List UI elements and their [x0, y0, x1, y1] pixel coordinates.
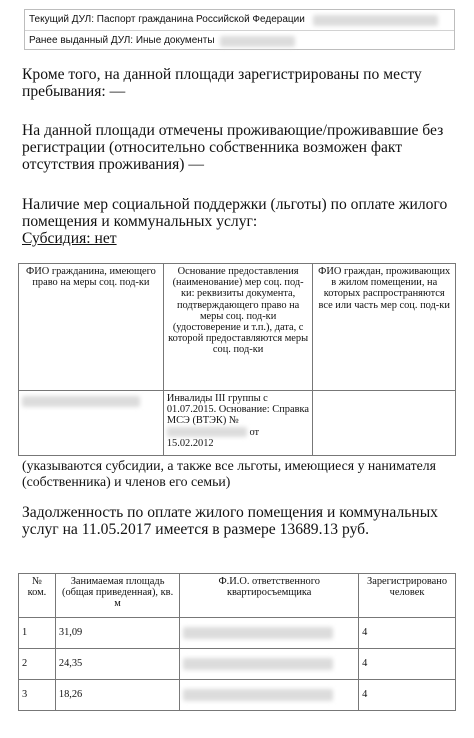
room-area: 24,35 — [55, 649, 179, 680]
rooms-header-num: № ком. — [19, 574, 56, 618]
unregistered-residents-paragraph: На данной площади отмечены проживающие/проживавшие без регистрации (относительно собственника возможен факт отсутствия проживания) — — [22, 122, 444, 173]
benefits-basis-date: 15.02.2012 — [166, 437, 214, 449]
rooms-table-row — [19, 649, 456, 680]
redacted-passport-number — [313, 15, 438, 26]
room-registered: 4 — [359, 680, 456, 711]
room-tenant — [180, 680, 359, 711]
benefits-header-residents: ФИО граждан, проживающих в жилом помещении, на которых распространяются все или часть мер соц. под-ки — [313, 264, 456, 391]
subsidy-status: Субсидия: нет — [22, 230, 117, 247]
debt-paragraph: Задолженность по оплате жилого помещения и коммунальных услуг на 11.05.2017 имеется в размере 13689.13 руб. — [22, 504, 438, 538]
social-support-paragraph — [22, 196, 462, 247]
benefits-basis-cell — [163, 391, 313, 456]
social-support-text: Наличие мер социальной поддержки (льготы) по оплате жилого помещения и коммунальных услуг: — [22, 196, 448, 230]
rooms-table-header — [19, 574, 456, 618]
room-tenant — [180, 649, 359, 680]
previous-id-doc-label: Ранее выданный ДУЛ: Иные документы — [29, 35, 215, 46]
id-documents-box — [24, 9, 455, 50]
room-registered: 4 — [359, 649, 456, 680]
temp-registration-paragraph: Кроме того, на данной площади зарегистрированы по месту пребывания: — — [22, 66, 422, 100]
benefits-table-row — [19, 391, 456, 456]
redacted-tenant-name — [183, 658, 333, 670]
room-area: 31,09 — [55, 618, 179, 649]
rooms-header-tenant: Ф.И.О. ответственного квартиросъемщика — [180, 574, 359, 618]
rooms-table-row — [19, 680, 456, 711]
benefits-note: (указываются субсидии, а также все льготы, имеющиеся у нанимателя (собственника) и членов его семьи) — [22, 458, 436, 489]
benefits-residents-cell — [313, 391, 456, 456]
room-area: 18,26 — [55, 680, 179, 711]
rooms-header-area: Занимаемая площадь (общая приведенная), кв. м — [55, 574, 179, 618]
current-id-doc-row — [25, 10, 454, 30]
rooms-table-row — [19, 618, 456, 649]
current-id-doc-label: Текущий ДУЛ: Паспорт гражданина Российской Федерации — [29, 14, 305, 25]
redacted-tenant-name — [183, 689, 333, 701]
redacted-tenant-name — [183, 627, 333, 639]
rooms-table — [18, 573, 456, 711]
room-num: 3 — [19, 680, 56, 711]
room-num: 1 — [19, 618, 56, 649]
benefits-basis-from: от — [249, 426, 260, 438]
benefits-header-basis: Основание предоставления (наименование) мер соц. под-ки: реквизиты документа, подтверждающего право на меры соц. под-ки (удостоверение и т.п.), дата, с которой предоставляются меры соц. под-ки — [163, 264, 313, 391]
previous-id-doc-row — [25, 30, 454, 51]
room-registered: 4 — [359, 618, 456, 649]
benefits-fio-cell — [19, 391, 164, 456]
benefits-basis-text: Инвалиды III группы с 01.07.2015. Основание: Справка МСЭ (ВТЭК) № — [166, 393, 309, 427]
room-num: 2 — [19, 649, 56, 680]
redacted-citizen-name — [22, 396, 140, 407]
rooms-header-registered: Зарегистрировано человек — [359, 574, 456, 618]
redacted-previous-doc — [220, 36, 295, 47]
redacted-certificate-number — [167, 427, 247, 437]
benefits-table — [18, 263, 456, 456]
room-tenant — [180, 618, 359, 649]
benefits-table-header — [19, 264, 456, 391]
benefits-header-fio: ФИО гражданина, имеющего право на меры соц. под-ки — [19, 264, 164, 391]
